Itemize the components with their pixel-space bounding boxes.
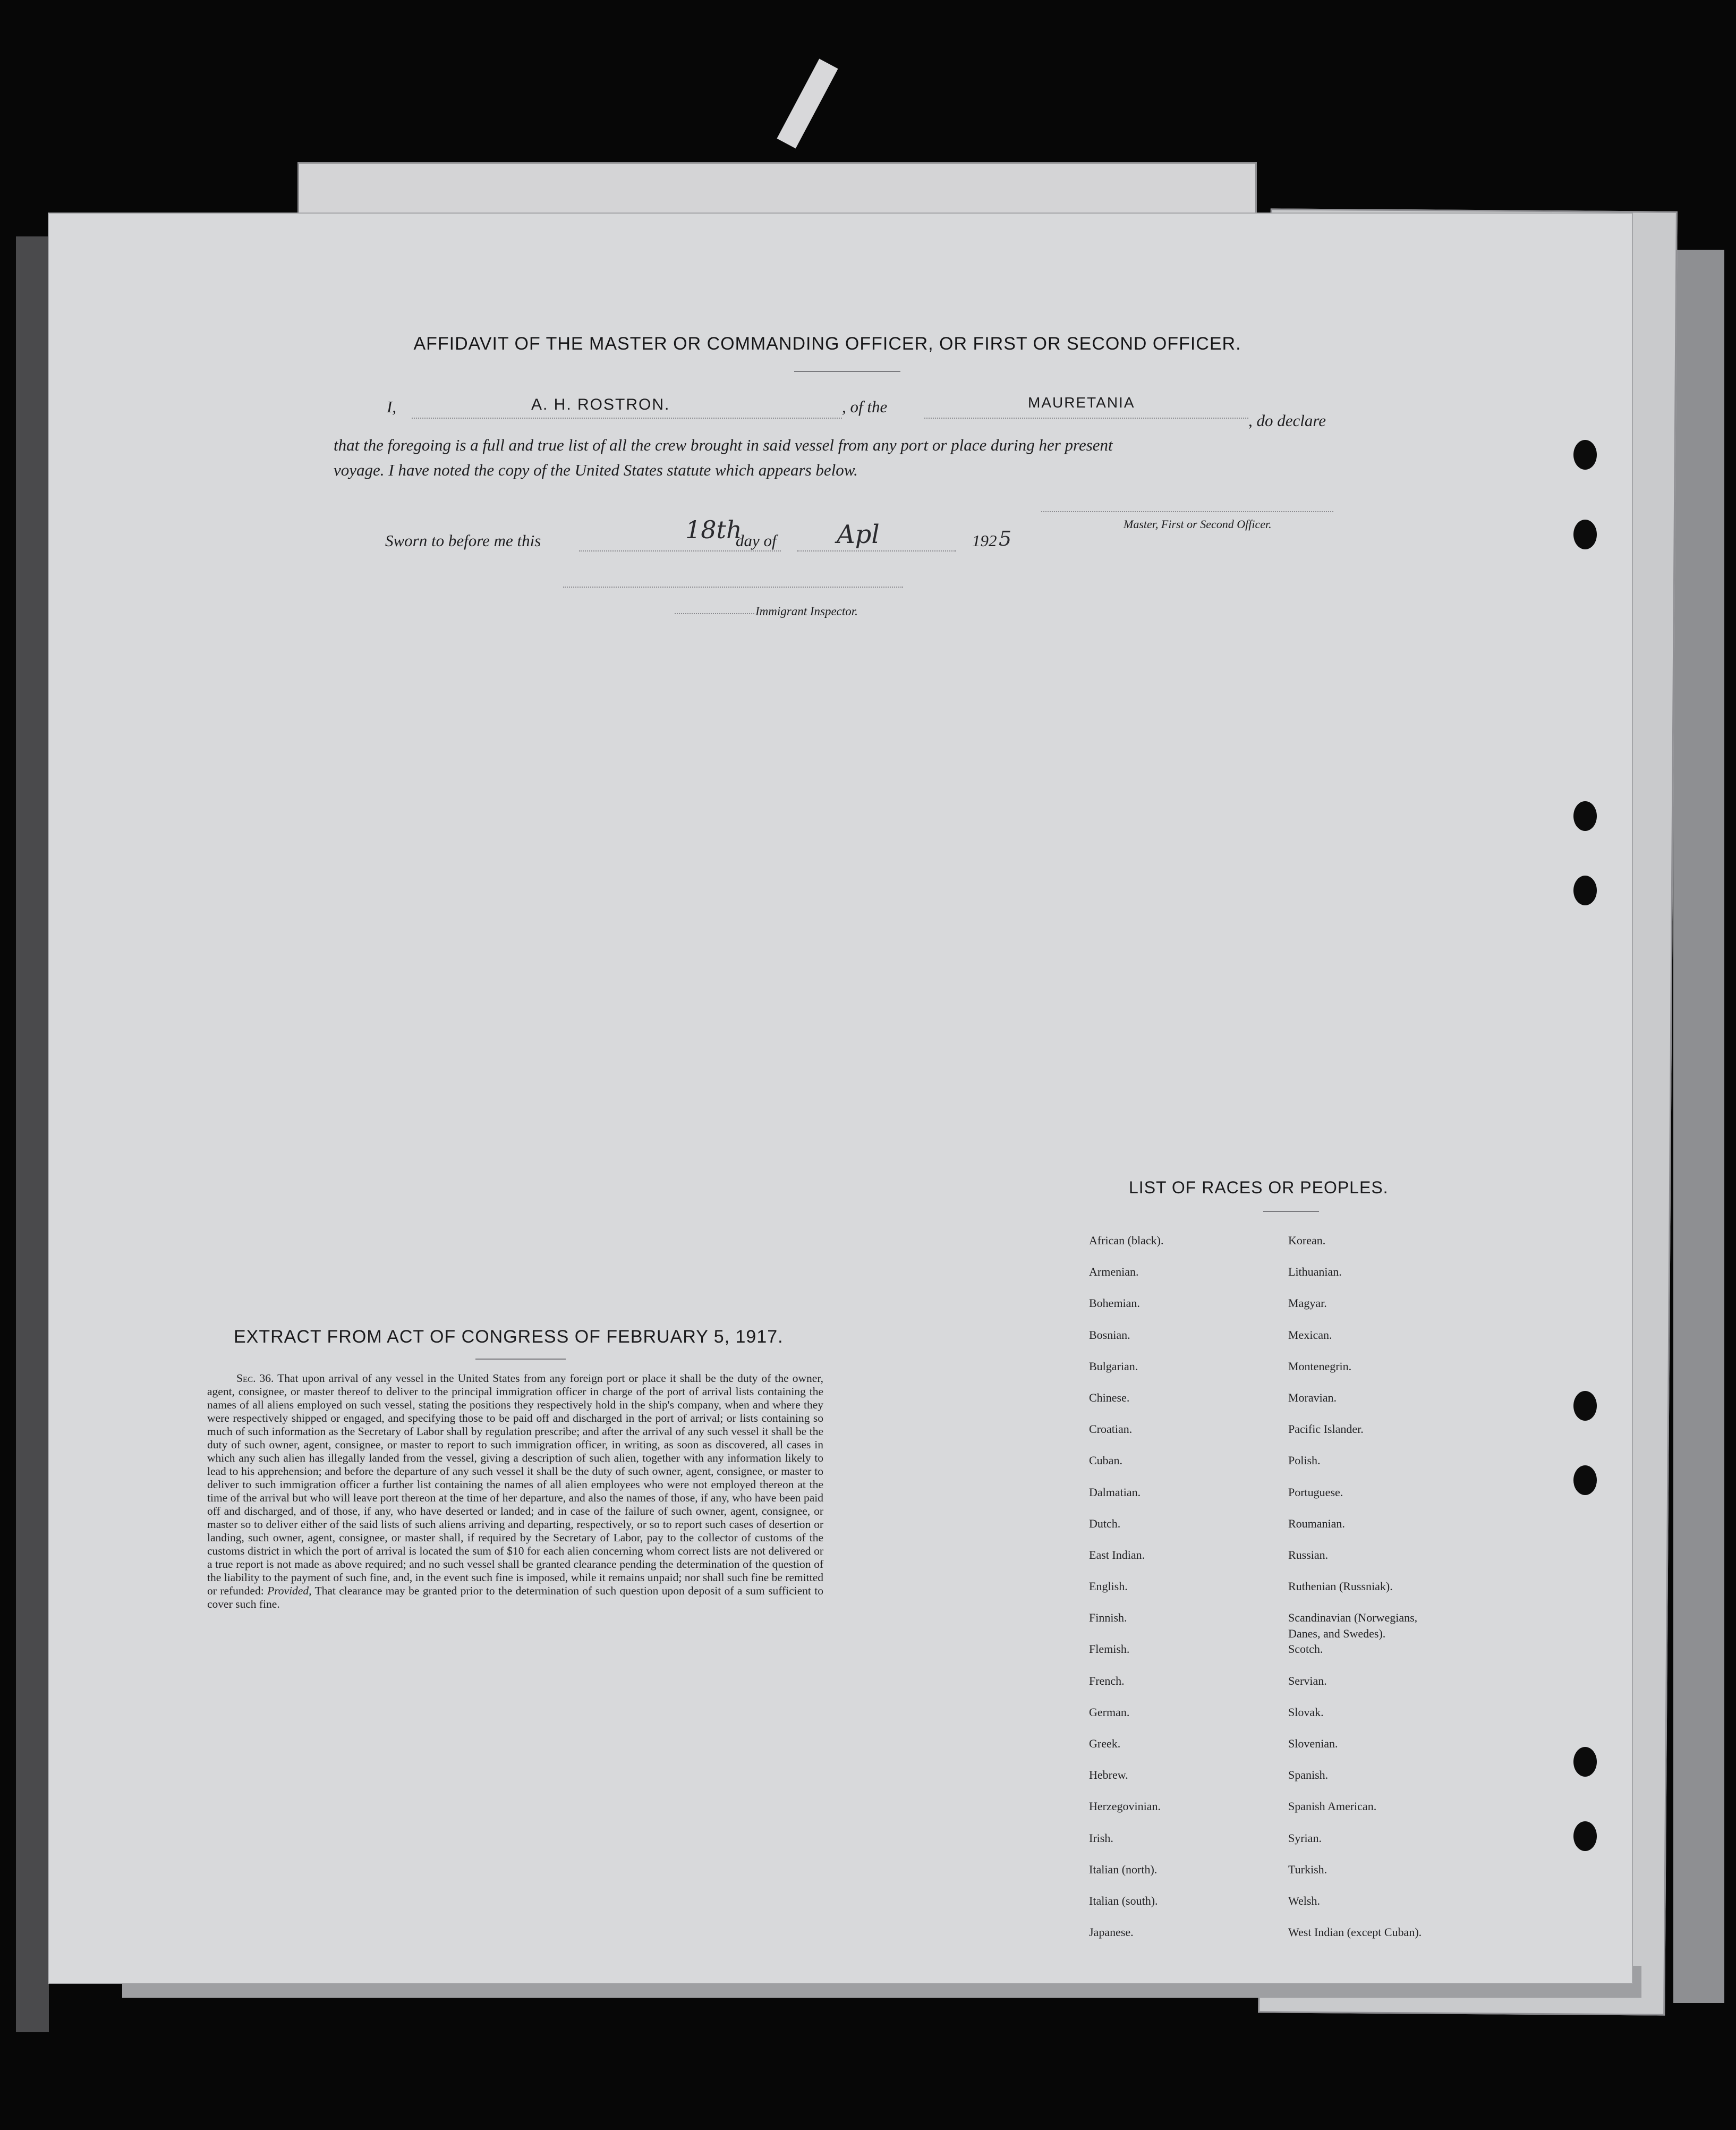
race-entry: Greek.	[1089, 1737, 1121, 1750]
inspector-signature-line	[563, 587, 903, 588]
officer-name: A. H. ROSTRON.	[531, 396, 670, 413]
race-entry: Scotch.	[1288, 1642, 1323, 1656]
paper-stub	[777, 59, 838, 149]
race-entry: Italian (north).	[1089, 1862, 1158, 1876]
race-entry: Bosnian.	[1089, 1328, 1130, 1342]
officer-name-line	[412, 418, 842, 419]
race-entry: Lithuanian.	[1288, 1265, 1342, 1279]
punch-hole	[1573, 801, 1597, 831]
punch-hole	[1573, 520, 1597, 549]
race-entry: Russian.	[1288, 1548, 1329, 1562]
day-of-label: day of	[736, 531, 777, 550]
race-entry: Japanese.	[1089, 1925, 1134, 1939]
race-entry: Pacific Islander.	[1288, 1422, 1364, 1436]
race-entry: Scandinavian (Norwegians, Danes, and Swedes).	[1288, 1611, 1418, 1641]
races-title-rule	[1263, 1211, 1319, 1212]
race-entry: Polish.	[1288, 1454, 1321, 1467]
race-entry: French.	[1089, 1674, 1125, 1687]
of-the-label: , of the	[842, 397, 888, 416]
sworn-year-printed: 192	[972, 531, 997, 550]
punch-hole	[1573, 1391, 1597, 1421]
act-extract-text	[207, 1372, 823, 1611]
race-entry: Spanish.	[1288, 1768, 1329, 1782]
inspector-caption: Immigrant Inspector.	[755, 605, 858, 618]
race-entry: Dutch.	[1089, 1516, 1121, 1530]
race-entry: Welsh.	[1288, 1894, 1320, 1907]
race-entry: Bulgarian.	[1089, 1359, 1138, 1373]
race-entry: Herzegovinian.	[1089, 1800, 1161, 1813]
signature-line	[1041, 511, 1333, 512]
punch-hole	[1573, 1821, 1597, 1851]
left-page-edge	[16, 236, 49, 2032]
sworn-day-handwritten: 18th	[685, 515, 742, 544]
act-provided-word: Provided,	[267, 1584, 312, 1597]
race-entry: Servian.	[1288, 1674, 1327, 1687]
race-entry: Hebrew.	[1089, 1768, 1128, 1782]
punch-hole	[1573, 1465, 1597, 1495]
right-page-edge	[1673, 250, 1724, 2003]
act-text-part-2: That clearance may be granted prior to the determination of such question upon deposit of a sum sufficient to cover such fine.	[207, 1584, 823, 1610]
punch-hole	[1573, 876, 1597, 905]
race-entry: Flemish.	[1089, 1642, 1130, 1656]
sworn-year-handwritten: 5	[999, 527, 1012, 550]
signature-caption: Master, First or Second Officer.	[1124, 517, 1272, 531]
races-title: LIST OF RACES OR PEOPLES.	[1129, 1178, 1389, 1197]
race-entry: Armenian.	[1089, 1265, 1139, 1279]
act-title: EXTRACT FROM ACT OF CONGRESS OF FEBRUARY 5, 1917.	[234, 1327, 784, 1347]
sworn-month-handwritten: Apl	[837, 520, 880, 549]
act-text-part-1: That upon arrival of any vessel in the United States from any foreign port or place it shall be the duty of the owner, agent, consignee, or master thereof to deliver to the principal immigration officer in charge of the port of arrival lists containing the names of all aliens employed on such vessel, stating the positions they respectively hold in the ship's company, when and where they were respectively shipped or engaged, and specifying those to be paid off and discharged in the port of arrival; or lists containing so much of such information as the Secretary of Labor shall by regulation prescribe; and after the arrival of any such vessel it shall be the duty of such owner, agent, consignee, or master to report to such immigration officer, in writing, as soon as discovered, all cases in which any such alien has illegally landed from the vessel, giving a description of such alien, together with any information likely to lead to his apprehension; and before the departure of any such vessel it shall be the duty of such owner, agent, consignee, or master to deliver to such immigration officer a further list containing the names of all alien employees who were not employed thereon at the time of the arrival but who will leave port thereon at the time of her departure, and also the names of those, if any, who have been paid off and discharged, and of those, if any, who have deserted or landed; and in case of the failure of such owner, agent, consignee, or master so to deliver either of the said lists of such aliens arriving and departing, respectively, or so to report such cases of desertion or landing, such owner, agent, consignee, or master shall, if required by the Secretary of Labor, pay to the collector of customs of the customs district in which the port of arrival is located the sum of $10 for each alien concerning whom correct lists are not delivered or a true report is not made as above required; and no such vessel shall be granted clearance pending the determination of the question of the liability to the payment of such fine, and, in the event such fine is imposed, while it remains unpaid; nor shall such fine be remitted or refunded:	[207, 1372, 823, 1597]
act-title-rule	[475, 1359, 566, 1360]
punch-hole	[1573, 1747, 1597, 1777]
affidavit-pronoun: I,	[387, 397, 397, 416]
title-rule	[794, 371, 900, 372]
inspector-short-line	[675, 613, 754, 614]
race-entry: West Indian (except Cuban).	[1288, 1925, 1422, 1939]
affidavit-title: AFFIDAVIT OF THE MASTER OR COMMANDING OFFICER, OR FIRST OR SECOND OFFICER.	[413, 334, 1241, 354]
race-entry: English.	[1089, 1580, 1128, 1593]
races-left-column	[1089, 1233, 1259, 1956]
race-entry: Ruthenian (Russniak).	[1288, 1580, 1393, 1593]
race-entry: Cuban.	[1089, 1454, 1122, 1467]
race-entry: Slovenian.	[1288, 1737, 1338, 1750]
race-entry: Spanish American.	[1288, 1800, 1377, 1813]
race-entry: Irish.	[1089, 1831, 1113, 1845]
race-entry: East Indian.	[1089, 1548, 1145, 1562]
punch-hole	[1573, 440, 1597, 470]
declaration-line-2: that the foregoing is a full and true list of all the crew brought in said vessel from any port or place during her present	[334, 436, 1113, 454]
race-entry: Syrian.	[1288, 1831, 1322, 1845]
race-entry: Dalmatian.	[1089, 1485, 1141, 1499]
race-entry: Turkish.	[1288, 1862, 1327, 1876]
race-entry: Roumanian.	[1288, 1516, 1345, 1530]
race-entry: Bohemian.	[1089, 1296, 1140, 1310]
vessel-name: MAURETANIA	[1028, 394, 1135, 411]
race-entry: Italian (south).	[1089, 1894, 1158, 1907]
race-entry: Finnish.	[1089, 1611, 1127, 1625]
vessel-name-line	[924, 418, 1248, 419]
race-entry: Moravian.	[1288, 1390, 1337, 1404]
race-entry: Portuguese.	[1288, 1485, 1343, 1499]
race-entry: Croatian.	[1089, 1422, 1133, 1436]
declaration-line-3: voyage. I have noted the copy of the United States statute which appears below.	[334, 461, 858, 479]
races-right-column	[1288, 1233, 1522, 1956]
section-label: Sec. 36.	[236, 1372, 274, 1385]
race-entry: African (black).	[1089, 1234, 1164, 1247]
race-entry: Magyar.	[1288, 1296, 1327, 1310]
sworn-month-line	[797, 550, 956, 551]
race-entry: Korean.	[1288, 1234, 1326, 1247]
race-entry: German.	[1089, 1705, 1130, 1719]
race-entry: Chinese.	[1089, 1390, 1130, 1404]
race-entry: Slovak.	[1288, 1705, 1324, 1719]
race-entry: Montenegrin.	[1288, 1359, 1352, 1373]
do-declare-label: , do declare	[1248, 411, 1326, 430]
sworn-label: Sworn to before me this	[385, 531, 541, 550]
race-entry: Mexican.	[1288, 1328, 1332, 1342]
